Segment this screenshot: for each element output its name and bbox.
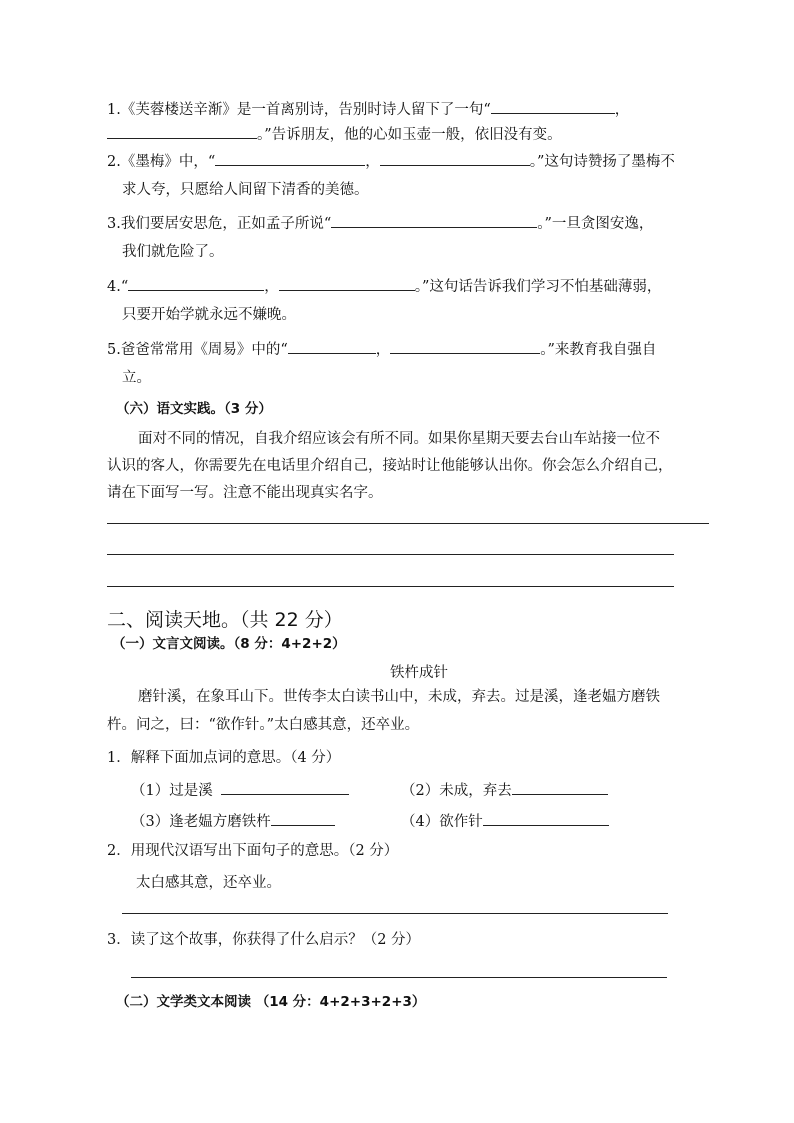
answer-blank[interactable] <box>331 213 537 228</box>
practice-prompt-line: 认识的客人，你需要先在电话里介绍自己，接站时让他能够认出你。你会怎么介绍自己， <box>107 458 673 474</box>
writing-line[interactable] <box>131 977 667 978</box>
answer-blank[interactable] <box>221 780 349 795</box>
question-text: 我们要居安思危，正如孟子所说“ <box>120 216 332 232</box>
fill-question-5 <box>107 339 656 359</box>
passage-text: 杵。问之，曰：“欲作针。”太白感其意，还卒业。 <box>107 717 420 733</box>
vocab-item: （1）过是溪 <box>131 780 349 800</box>
answer-blank[interactable] <box>107 124 257 139</box>
answer-blank[interactable] <box>390 339 540 354</box>
question-text: 。”一旦贪图安逸， <box>537 216 654 232</box>
question-text: 。”这句话告诉我们学习不怕基础薄弱， <box>414 279 662 295</box>
question-text: ， <box>264 279 279 295</box>
question-number: 4. <box>107 279 121 295</box>
question-text: 爸爸常常用《周易》中的“ <box>120 342 288 358</box>
question-number: 5. <box>107 342 121 358</box>
question-text: 《墨梅》中，“ <box>120 154 216 170</box>
fill-question-4-cont: 只要开始学就永远不嫌晚。 <box>122 307 296 323</box>
section-heading: （一）文言文阅读。（8 分：4+2+2） <box>112 636 346 652</box>
fill-question-2-cont: 求人夸，只愿给人间留下清香的美德。 <box>122 182 369 198</box>
question-prompt: 1．解释下面加点词的意思。（4 分） <box>107 750 341 766</box>
writing-line[interactable] <box>107 554 674 555</box>
section-heading: （二）文学类文本阅读 （14 分：4+2+3+2+3） <box>116 994 426 1010</box>
section-heading: （六）语文实践。（3 分） <box>116 401 272 417</box>
passage-title: 铁杵成针 <box>390 665 448 681</box>
fill-question-3-cont: 我们就危险了。 <box>122 244 224 260</box>
fill-question-1 <box>107 99 629 119</box>
question-text: 《芙蓉楼送辛渐》是一首离别诗，告别时诗人留下了一句“ <box>120 102 491 118</box>
question-prompt: 2．用现代汉语写出下面句子的意思。（2 分） <box>107 843 399 859</box>
question-number: 3. <box>107 216 121 232</box>
answer-blank[interactable] <box>128 276 264 291</box>
fill-question-4 <box>107 276 661 296</box>
answer-blank[interactable] <box>271 811 335 826</box>
question-text: ， <box>614 102 630 118</box>
practice-prompt-line: 请在下面写一写。注意不能出现真实名字。 <box>107 485 383 501</box>
fill-question-5-cont: 立。 <box>122 370 151 386</box>
question-text: 。”这句诗赞扬了墨梅不 <box>529 154 675 170</box>
vocab-item: （3）逢老媪方磨铁杵 <box>131 811 335 831</box>
answer-blank[interactable] <box>483 811 609 826</box>
writing-line[interactable] <box>122 913 668 914</box>
answer-blank[interactable] <box>380 151 530 166</box>
writing-line[interactable] <box>107 586 674 587</box>
answer-blank[interactable] <box>491 99 615 114</box>
practice-prompt-line: 面对不同的情况，自我介绍应该会有所不同。如果你星期天要去台山车站接一位不 <box>138 431 660 447</box>
question-text: 。”告诉朋友，他的心如玉壶一般，依旧没有变。 <box>257 127 562 143</box>
vocab-item: （4）欲作针 <box>401 811 609 831</box>
passage-text: 磨针溪，在象耳山下。世传李太白读书山中，未成，弃去。过是溪，逢老媪方磨铁 <box>138 689 660 705</box>
answer-blank[interactable] <box>215 151 365 166</box>
answer-blank[interactable] <box>279 276 415 291</box>
question-number: 2. <box>107 154 121 170</box>
section-title: 二、阅读天地。（共 22 分） <box>107 609 343 631</box>
question-text: ， <box>375 342 391 358</box>
translate-sentence: 太白感其意，还卒业。 <box>136 875 281 891</box>
vocab-item: （2）未成，弃去 <box>401 780 608 800</box>
answer-blank[interactable] <box>512 780 608 795</box>
fill-question-1-cont <box>107 124 562 144</box>
question-prompt: 3．读了这个故事，你获得了什么启示？（2 分） <box>107 932 421 948</box>
question-text: “ <box>120 279 129 295</box>
writing-line[interactable] <box>107 523 709 524</box>
fill-question-2 <box>107 151 675 171</box>
fill-question-3 <box>107 213 653 233</box>
question-text: ， <box>365 154 380 170</box>
question-number: 1. <box>107 102 121 118</box>
answer-blank[interactable] <box>288 339 376 354</box>
question-text: 。”来教育我自强自 <box>540 342 657 358</box>
